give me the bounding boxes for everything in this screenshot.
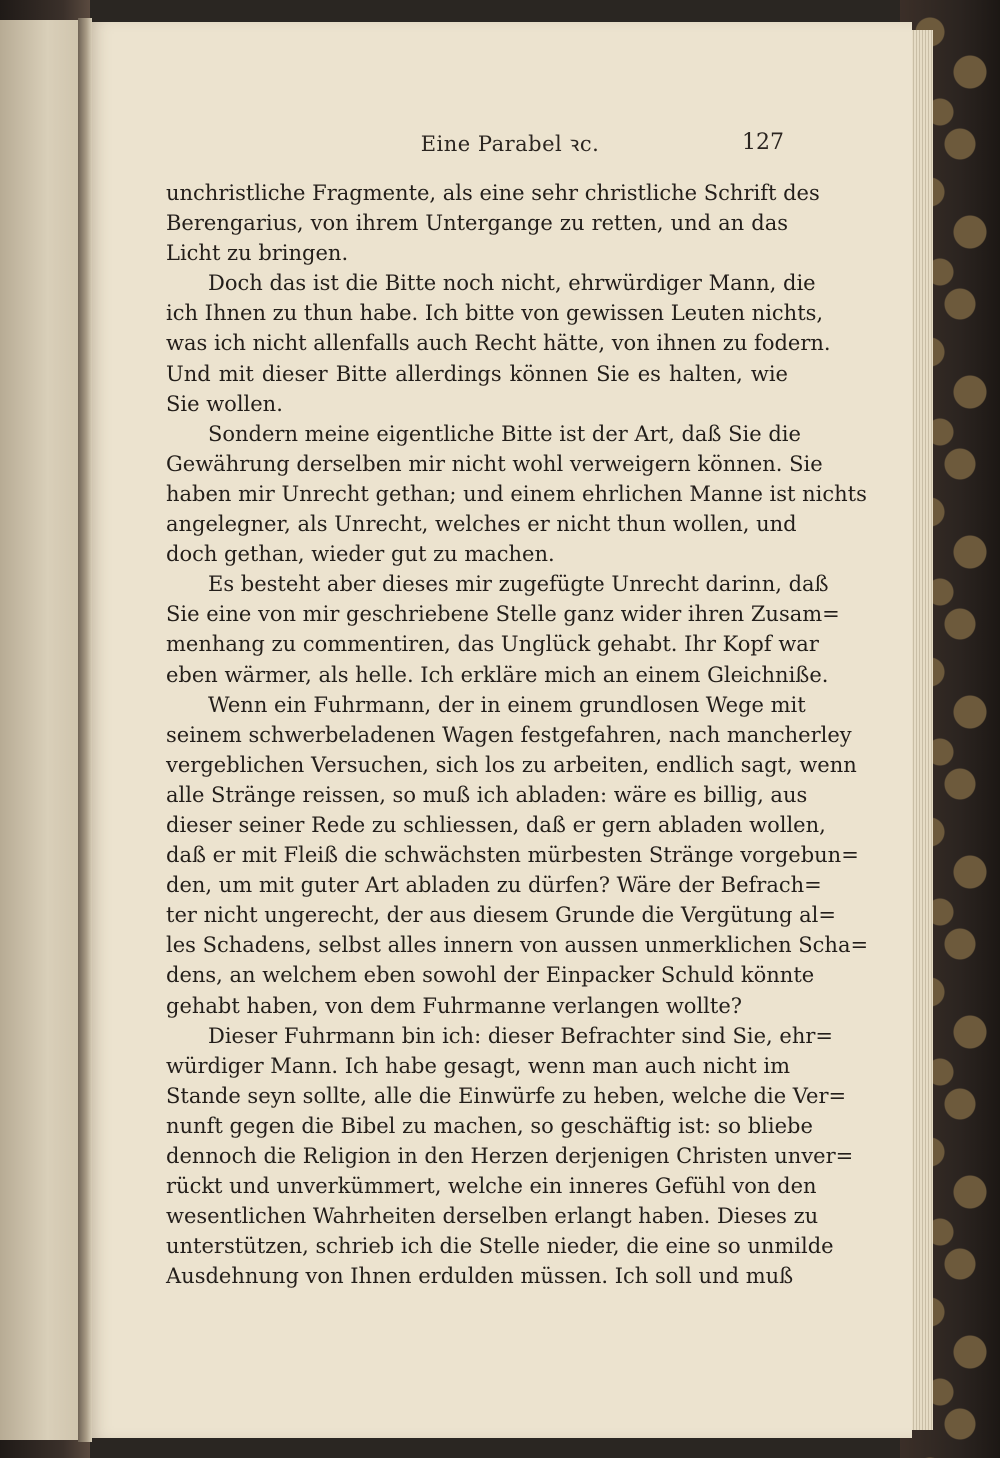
text-line: rückt und unverkümmert, welche ein inneres Gefühl von den: [166, 1174, 817, 1199]
page-number: 127: [742, 130, 784, 155]
running-title: Eine Parabel ꝛc.: [420, 132, 600, 156]
text-line: alle Stränge reissen, so muß ich abladen: wäre es billig, aus: [166, 782, 808, 807]
text-line: den, um mit guter Art abladen zu dürfen? Wäre der Befrach=: [166, 873, 822, 898]
facing-page-edge: [0, 20, 80, 1440]
book-gutter: [78, 18, 92, 1442]
text-line: dieser seiner Rede zu schliessen, daß er gern abladen wollen,: [166, 812, 826, 837]
text-line: Sie wollen.: [166, 391, 283, 416]
text-line: Dieser Fuhrmann bin ich: dieser Befrachter sind Sie, ehr=: [208, 1023, 833, 1048]
text-line: haben mir Unrecht gethan; und einem ehrlichen Manne ist nichts: [166, 481, 867, 506]
book-page: [90, 22, 912, 1438]
text-line: Es besteht aber dieses mir zugefügte Unrecht darinn, daß: [208, 572, 829, 597]
text-line: würdiger Mann. Ich habe gesagt, wenn man auch nicht im: [166, 1053, 790, 1078]
text-line: Und mit dieser Bitte allerdings können Sie es halten, wie: [166, 361, 788, 386]
text-line: Ausdehnung von Ihnen erdulden müssen. Ich soll und muß: [166, 1264, 794, 1289]
text-line: menhang zu commentiren, das Unglück gehabt. Ihr Kopf war: [166, 632, 819, 657]
text-line: nunft gegen die Bibel zu machen, so geschäftig ist: so bliebe: [166, 1113, 813, 1138]
text-line: dennoch die Religion in den Herzen derjenigen Christen unver=: [166, 1144, 854, 1168]
text-line: ich Ihnen zu thun habe. Ich bitte von gewissen Leuten nichts,: [166, 301, 824, 326]
text-line: Sondern meine eigentliche Bitte ist der Art, daß Sie die: [208, 421, 801, 446]
page-header: [90, 130, 912, 170]
text-line: wesentlichen Wahrheiten derselben erlangt haben. Dieses zu: [166, 1204, 819, 1229]
text-line: les Schadens, selbst alles innern von aussen unmerklichen Scha=: [166, 933, 869, 958]
text-line: gehabt haben, von dem Fuhrmanne verlangen wollte?: [166, 993, 743, 1018]
text-line: Licht zu bringen.: [166, 241, 349, 266]
text-line: Gewährung derselben mir nicht wohl verweigern können. Sie: [166, 451, 823, 476]
body-text: [166, 178, 869, 1291]
text-line: Stande seyn sollte, alle die Einwürfe zu heben, welche die Ver=: [166, 1083, 847, 1108]
text-line: was ich nicht allenfalls auch Recht hätte, von ihnen zu fodern.: [166, 331, 831, 356]
text-line: Sie eine von mir geschriebene Stelle ganz wider ihren Zusam=: [166, 602, 840, 627]
text-line: Wenn ein Fuhrmann, der in einem grundlosen Wege mit: [208, 692, 806, 717]
text-line: seinem schwerbeladenen Wagen festgefahren, nach mancherley: [166, 722, 852, 747]
text-line: Berengarius, von ihrem Untergange zu retten, und an das: [166, 211, 788, 236]
text-line: unterstützen, schrieb ich die Stelle nieder, die eine so unmilde: [166, 1234, 834, 1259]
text-line: Doch das ist die Bitte noch nicht, ehrwürdiger Mann, die: [208, 271, 816, 296]
text-line: ter nicht ungerecht, der aus diesem Grunde die Vergütung al=: [166, 903, 836, 928]
text-line: angelegner, als Unrecht, welches er nicht thun wollen, und: [166, 512, 797, 537]
text-line: unchristliche Fragmente, als eine sehr christliche Schrift des: [166, 181, 820, 205]
text-line: doch gethan, wieder gut zu machen.: [166, 542, 555, 567]
text-line: daß er mit Fleiß die schwächsten mürbesten Stränge vorgebun=: [166, 843, 859, 868]
text-line: eben wärmer, als helle. Ich erkläre mich an einem Gleichniße.: [166, 662, 829, 687]
text-line: vergeblichen Versuchen, sich los zu arbeiten, endlich sagt, wenn: [166, 752, 857, 777]
text-line: dens, an welchem eben sowohl der Einpacker Schuld könnte: [166, 963, 815, 988]
